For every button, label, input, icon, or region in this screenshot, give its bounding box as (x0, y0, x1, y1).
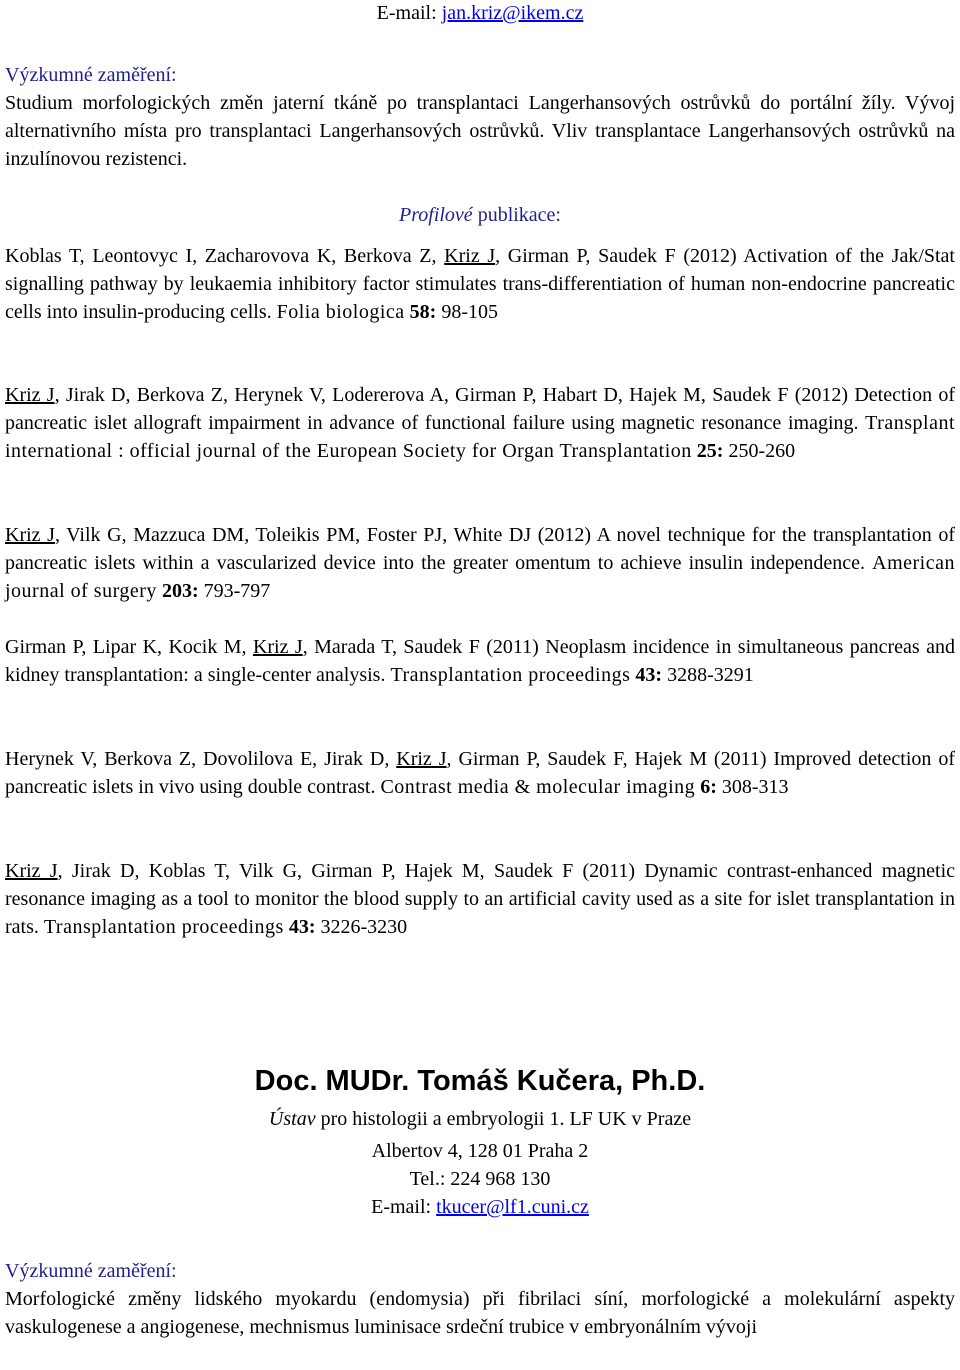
pub-citation: , Jirak D, Berkova Z, Herynek V, Lodererova A, Girman P, Habart D, Hajek M, Saudek F (2012) Detection of pancreatic islet allograft impairment in advance of functional failure using magnetic resonance imaging. (5, 384, 955, 434)
pub-volume: 58: (409, 301, 437, 323)
research-heading-text: Výzkumné zaměření: (5, 64, 177, 86)
email-line (5, 0, 955, 27)
pub-author-highlight: Kriz J (396, 748, 447, 770)
pub-author-highlight: Kriz J (5, 524, 55, 546)
pub-pages: 250-260 (728, 440, 796, 462)
research-heading-text: Výzkumné zaměření: (5, 1260, 177, 1282)
email-line-2 (5, 1193, 955, 1221)
pub-author-highlight: Kriz J (5, 860, 58, 882)
pub-volume: 25: (696, 440, 724, 462)
person-name: Doc. MUDr. Tomáš Kučera, Ph.D. (254, 1065, 706, 1097)
pub-journal: American journal of surgery (5, 552, 955, 602)
publication-item (5, 633, 955, 689)
pub-citation: , Marada T, Saudek F (2011) Neoplasm incidence in simultaneous pancreas and kidney transplantation: a single-center analysis. (5, 636, 956, 686)
pub-citation: , Girman P, Saudek F (2012) Activation of the Jak/Stat signalling pathway by leukaemia inhibitory factor stimulates trans-differentiation of human non-endocrine pancreatic cells into insulin-producing cells. (5, 245, 955, 323)
pub-volume: 43: (288, 916, 316, 938)
pub-citation: , Jirak D, Koblas T, Vilk G, Girman P, Hajek M, Saudek F (2011) Dynamic contrast-enhanced magnetic resonance imaging as a tool to monitor the blood supply to an artificial cavity used as a site for islet transplantation in rats. (5, 860, 956, 938)
pub-volume: 43: (635, 664, 663, 686)
publication-item (5, 745, 955, 801)
pub-pages: 3288-3291 (667, 664, 754, 686)
pub-authors-before: Herynek V, Berkova Z, Dovolilova E, Jirak D, (5, 748, 397, 770)
research-text-2: Morfologické změny lidského myokardu (endomysia) při fibrilaci síní, morfologické a molekulární aspekty vaskulogenese a angiogenese, mechnismus luminisace srdeční trubice v embryonálním vývoji (5, 1288, 955, 1338)
pub-pages: 98-105 (441, 301, 499, 323)
pub-author-highlight: Kriz J (444, 245, 496, 267)
publications-heading (5, 201, 955, 229)
institute-line (5, 1105, 955, 1133)
pub-journal: Transplantation proceedings (390, 664, 631, 686)
pub-pages: 308-313 (721, 776, 789, 798)
pub-citation: , Vilk G, Mazzuca DM, Toleikis PM, Foster PJ, White DJ (2012) A novel technique for the transplantation of pancreatic islets within a vascularized device into the greater omentum to achieve insulin independence. (5, 524, 956, 574)
pub-volume: 203: (161, 580, 199, 602)
research-text: Studium morfologických změn jaterní tkáně po transplantaci Langerhansových ostrůvků do portální žíly. Vývoj alternativního místa pro transplantaci Langerhansových ostrůvků. Vliv transplantace Langerhansových ostrůvků na inzulínovou rezistenci. (5, 92, 955, 170)
email-link[interactable]: jan.kriz@ikem.cz (441, 2, 584, 24)
address-line: Albertov 4, 128 01 Praha 2 (371, 1140, 589, 1162)
research-heading-2 (5, 1257, 955, 1285)
publications-heading-italic: Profilové (399, 204, 473, 226)
pub-pages: 793-797 (203, 580, 271, 602)
pub-volume: 6: (700, 776, 717, 798)
publication-item (5, 857, 955, 941)
pub-authors-before: Girman P, Lipar K, Kocik M, (5, 636, 253, 658)
institute-name: pro histologii a embryologii 1. LF UK v Praze (320, 1108, 692, 1130)
publication-item (5, 242, 955, 326)
email-label: E-mail: (376, 2, 437, 24)
pub-citation: , Girman P, Saudek F, Hajek M (2011) Improved detection of pancreatic islets in vivo using double contrast. (5, 748, 955, 798)
pub-author-highlight: Kriz J (5, 384, 55, 406)
pub-authors-before: Koblas T, Leontovyc I, Zacharovova K, Berkova Z, (5, 245, 445, 267)
institute-italic: Ústav (268, 1108, 316, 1130)
pub-journal: Contrast media & molecular imaging (380, 776, 696, 798)
email-label: E-mail: (371, 1196, 432, 1218)
research-heading (5, 61, 955, 89)
pub-author-highlight: Kriz J (252, 636, 303, 658)
pub-journal: Transplantation proceedings (43, 916, 284, 938)
email-link[interactable]: tkucer@lf1.cuni.cz (436, 1196, 589, 1218)
pub-journal: Transplant international : official journal of the European Society for Organ Transplantation (5, 412, 955, 462)
phone-line: Tel.: 224 968 130 (409, 1168, 551, 1190)
pub-pages: 3226-3230 (320, 916, 408, 938)
pub-journal: Folia biologica (276, 301, 405, 323)
publications-heading-rest: publikace: (477, 204, 561, 226)
publication-item (5, 381, 955, 465)
publication-item (5, 521, 955, 605)
